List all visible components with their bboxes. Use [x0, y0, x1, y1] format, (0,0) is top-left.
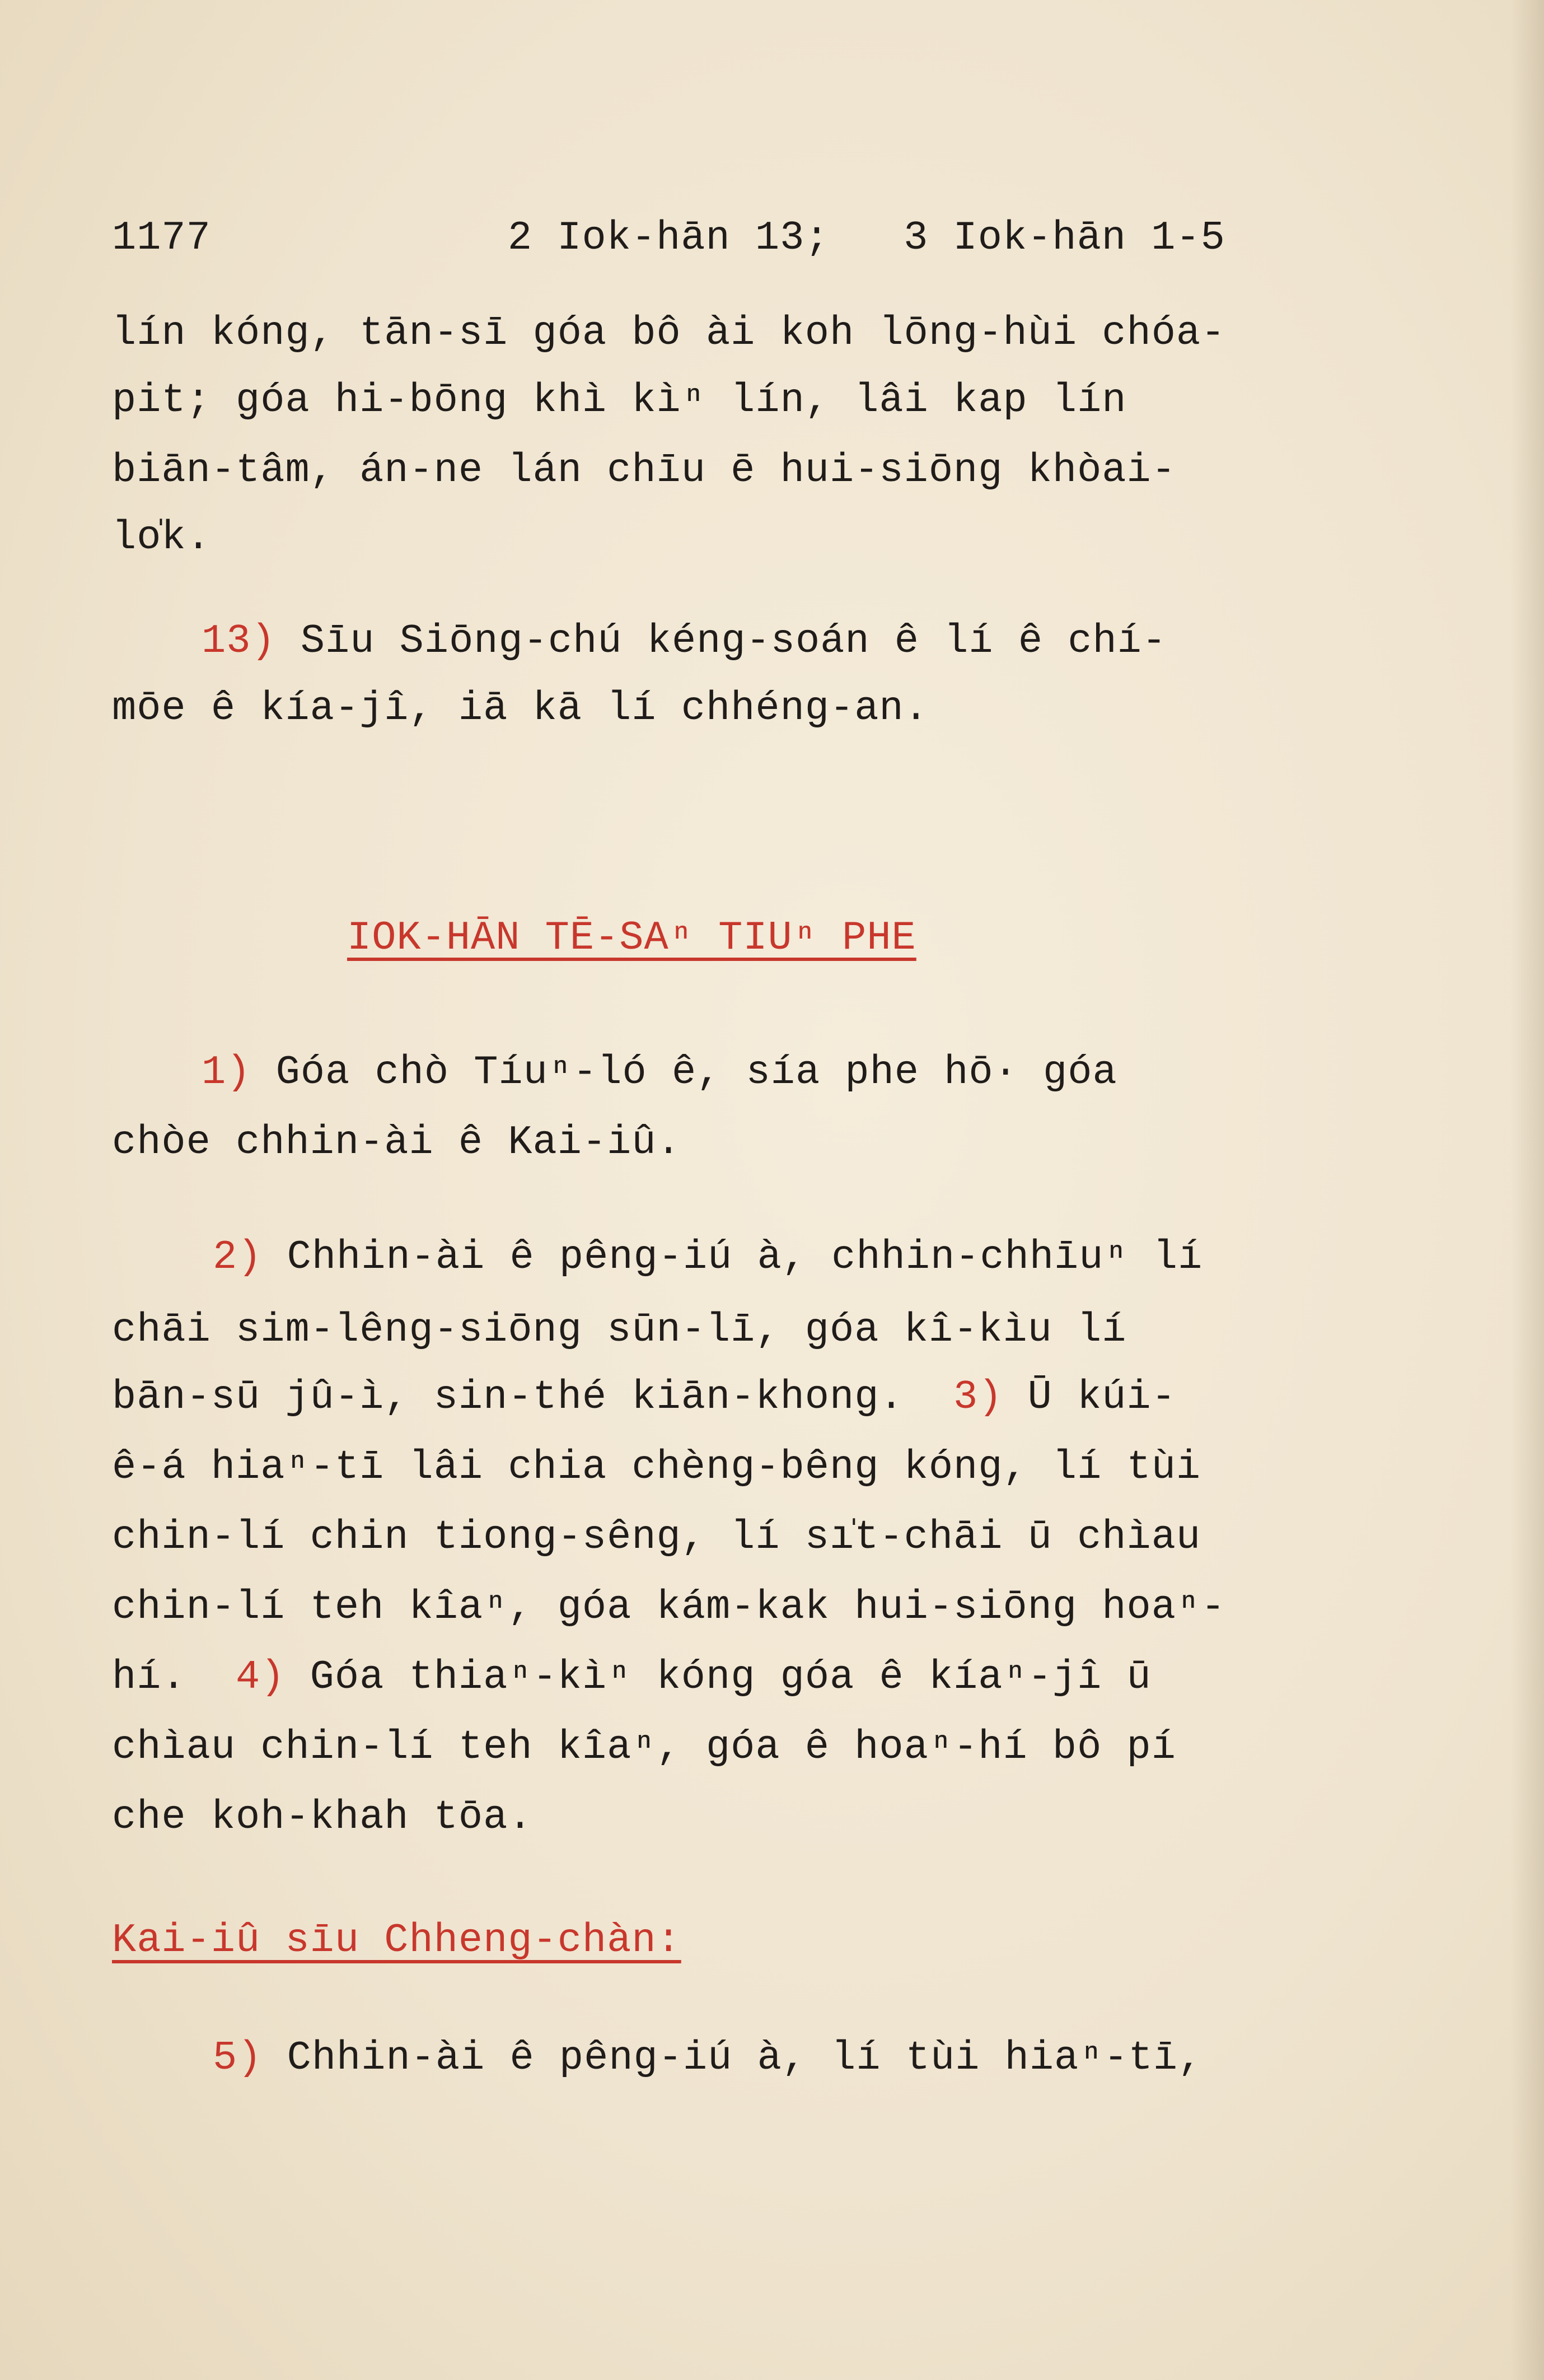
text-line: ê-á hiaⁿ-tī lâi chia chèng-bêng kóng, lí tùi	[112, 1444, 1201, 1490]
text-line: pit; góa hi-bōng khì kìⁿ lín, lâi kap lín	[112, 377, 1127, 423]
subheading: Kai-iû sīu Chheng-chàn:	[112, 1917, 681, 1963]
verse-13: 13) Sīu Siōng-chú kéng-soán ê lí ê chí-	[202, 618, 1167, 664]
text-line: mōe ê kía-jî, iā kā lí chhéng-an.	[112, 685, 929, 731]
running-title: 2 Iok-hān 13; 3 Iok-hān 1-5	[507, 215, 1225, 261]
verse-number: 13)	[202, 618, 276, 664]
text-line: che koh-khah tōa.	[112, 1794, 533, 1840]
page-header	[112, 213, 1225, 263]
text-line: chin-lí teh kîaⁿ, góa kám-kak hui-siōng hoaⁿ-	[112, 1584, 1226, 1630]
section-heading: IOK-HĀN TĒ-SAⁿ TIUⁿ PHE	[347, 915, 916, 961]
verse-number: 3)	[953, 1374, 1003, 1420]
text-line: chin-lí chin tiong-sêng, lí sı̍t-chāi ū chìau	[112, 1514, 1201, 1560]
text-line: lín kóng, tān-sī góa bô ài koh lōng-hùi chóa-	[112, 310, 1226, 356]
verse-number: 4)	[236, 1654, 286, 1700]
text-line: chòe chhin-ài ê Kai-iû.	[112, 1119, 681, 1165]
text-line: hí. 4) Góa thiaⁿ-kìⁿ kóng góa ê kíaⁿ-jî ū	[112, 1654, 1152, 1700]
text-line: chāi sim-lêng-siōng sūn-lī, góa kî-kìu lí	[112, 1307, 1127, 1353]
page-number: 1177	[112, 215, 211, 261]
verse-number: 1)	[202, 1049, 251, 1095]
text-line: lo̍k.	[112, 515, 211, 561]
text-line: chìau chin-lí teh kîaⁿ, góa ê hoaⁿ-hí bô pí	[112, 1724, 1176, 1770]
verse-number: 2)	[213, 1234, 263, 1280]
verse-2: 2) Chhin-ài ê pêng-iú à, chhin-chhīuⁿ lí	[213, 1234, 1203, 1280]
verse-1: 1) Góa chò Tíuⁿ-ló ê, sía phe hō· góa	[202, 1049, 1117, 1095]
verse-number: 5)	[213, 2035, 263, 2081]
verse-5: 5) Chhin-ài ê pêng-iú à, lí tùi hiaⁿ-tī,	[213, 2035, 1203, 2081]
text-line: bān-sū jû-ì, sin-thé kiān-khong. 3) Ū kúi-	[112, 1374, 1176, 1420]
text-line: biān-tâm, án-ne lán chīu ē hui-siōng khòai-	[112, 447, 1176, 493]
